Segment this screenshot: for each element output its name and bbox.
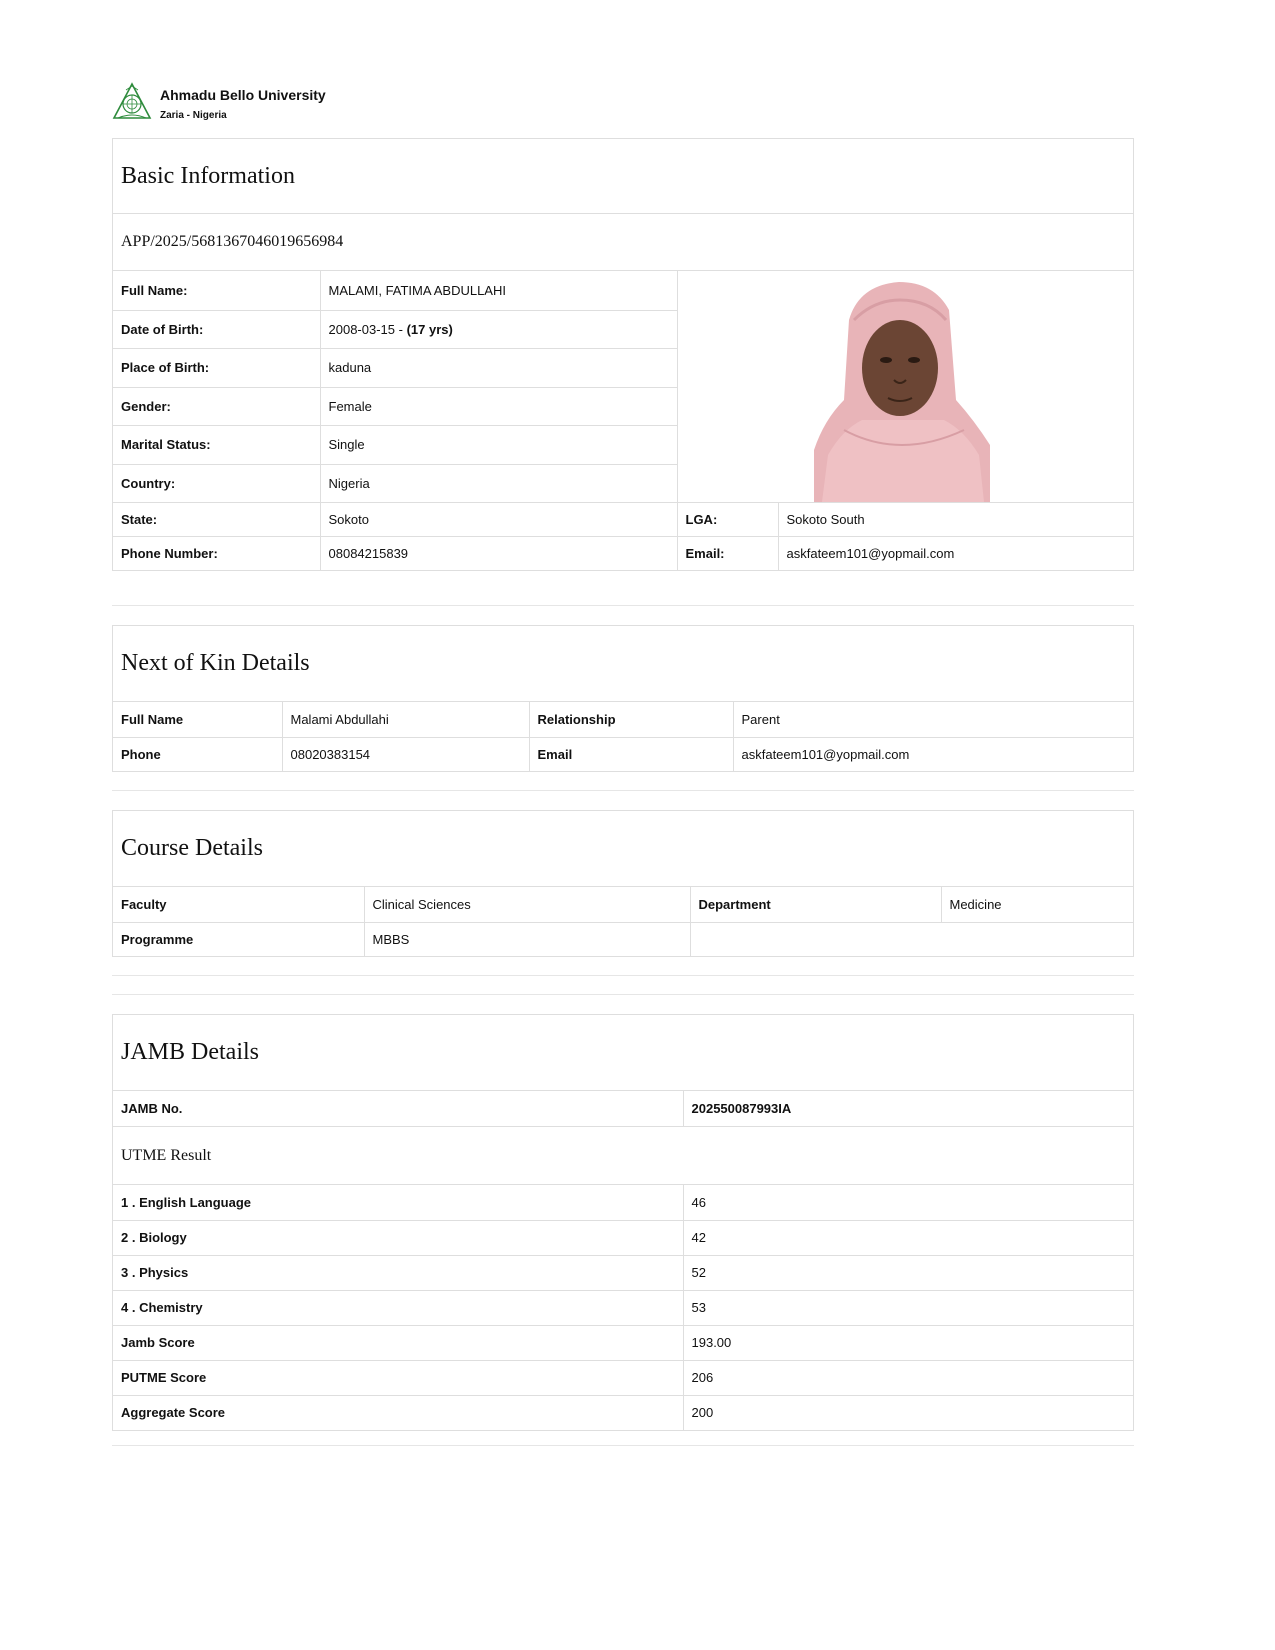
table-row <box>113 1395 1133 1430</box>
section-divider <box>112 605 1134 606</box>
subject-label: 3 . Physics <box>113 1255 683 1290</box>
basic-information-table <box>113 271 1133 570</box>
basic-information-title: Basic Information <box>113 139 1133 214</box>
subject-score: 53 <box>683 1290 1133 1325</box>
application-number: APP/2025/5681367046019656984 <box>113 214 1133 271</box>
photo-cell <box>677 271 1133 502</box>
table-row <box>113 1360 1133 1395</box>
kin-email-value: askfateem101@yopmail.com <box>733 737 1133 771</box>
marital-status-value: Single <box>320 425 677 464</box>
faculty-label: Faculty <box>113 887 364 922</box>
country-value: Nigeria <box>320 464 677 502</box>
subject-score: 42 <box>683 1220 1133 1255</box>
marital-status-label: Marital Status: <box>113 425 320 464</box>
dob-label: Date of Birth: <box>113 310 320 348</box>
dob-date: 2008-03-15 - <box>328 321 407 337</box>
gender-value: Female <box>320 387 677 425</box>
university-name: Ahmadu Bello University <box>160 87 326 103</box>
table-row <box>113 1290 1133 1325</box>
putme-score-value: 206 <box>683 1360 1133 1395</box>
section-divider <box>112 790 1134 791</box>
kin-phone-label: Phone <box>113 737 282 771</box>
jamb-number-label: JAMB No. <box>113 1091 683 1126</box>
empty-cell <box>690 922 1133 956</box>
kin-name-label: Full Name <box>113 702 282 737</box>
dob-value <box>320 310 677 348</box>
subject-score: 52 <box>683 1255 1133 1290</box>
basic-information-panel <box>112 138 1134 571</box>
putme-score-label: PUTME Score <box>113 1360 683 1395</box>
kin-relationship-value: Parent <box>733 702 1133 737</box>
utme-result-table <box>113 1185 1133 1430</box>
next-of-kin-table <box>113 702 1133 771</box>
university-logo <box>112 82 152 122</box>
table-row <box>113 1325 1133 1360</box>
jamb-number-value: 202550087993IA <box>683 1091 1133 1126</box>
subject-label: 4 . Chemistry <box>113 1290 683 1325</box>
subject-label: 2 . Biology <box>113 1220 683 1255</box>
section-divider <box>112 975 1134 976</box>
university-location: Zaria - Nigeria <box>160 110 227 121</box>
course-details-table <box>113 887 1133 956</box>
lga-label: LGA: <box>677 502 778 536</box>
jamb-details-panel <box>112 1014 1134 1431</box>
kin-name-value: Malami Abdullahi <box>282 702 529 737</box>
section-divider <box>112 994 1134 995</box>
table-row <box>113 1220 1133 1255</box>
state-value: Sokoto <box>320 502 677 536</box>
next-of-kin-title: Next of Kin Details <box>113 626 1133 702</box>
gender-label: Gender: <box>113 387 320 425</box>
course-details-panel <box>112 810 1134 957</box>
country-label: Country: <box>113 464 320 502</box>
subject-score: 46 <box>683 1185 1133 1220</box>
jamb-score-label: Jamb Score <box>113 1325 683 1360</box>
next-of-kin-panel <box>112 625 1134 772</box>
jamb-details-title: JAMB Details <box>113 1015 1133 1091</box>
section-divider <box>112 1445 1134 1446</box>
full-name-value: MALAMI, FATIMA ABDULLAHI <box>320 271 677 310</box>
page-header <box>112 82 512 122</box>
aggregate-score-label: Aggregate Score <box>113 1395 683 1430</box>
jamb-score-value: 193.00 <box>683 1325 1133 1360</box>
jamb-number-table <box>113 1091 1133 1126</box>
state-label: State: <box>113 502 320 536</box>
phone-value: 08084215839 <box>320 536 677 570</box>
faculty-value: Clinical Sciences <box>364 887 690 922</box>
kin-phone-value: 08020383154 <box>282 737 529 771</box>
kin-relationship-label: Relationship <box>529 702 733 737</box>
course-details-title: Course Details <box>113 811 1133 887</box>
department-value: Medicine <box>941 887 1133 922</box>
pob-label: Place of Birth: <box>113 348 320 387</box>
pob-value: kaduna <box>320 348 677 387</box>
dob-age: (17 yrs) <box>406 321 453 337</box>
subject-label: 1 . English Language <box>113 1185 683 1220</box>
programme-label: Programme <box>113 922 364 956</box>
full-name-label: Full Name: <box>113 271 320 310</box>
table-row <box>113 1185 1133 1220</box>
utme-result-title: UTME Result <box>113 1126 1133 1185</box>
email-value: askfateem101@yopmail.com <box>778 536 1133 570</box>
department-label: Department <box>690 887 941 922</box>
aggregate-score-value: 200 <box>683 1395 1133 1430</box>
table-row <box>113 1255 1133 1290</box>
email-label: Email: <box>677 536 778 570</box>
lga-value: Sokoto South <box>778 502 1133 536</box>
kin-email-label: Email <box>529 737 733 771</box>
phone-label: Phone Number: <box>113 536 320 570</box>
applicant-photo <box>814 280 990 502</box>
programme-value: MBBS <box>364 922 690 956</box>
